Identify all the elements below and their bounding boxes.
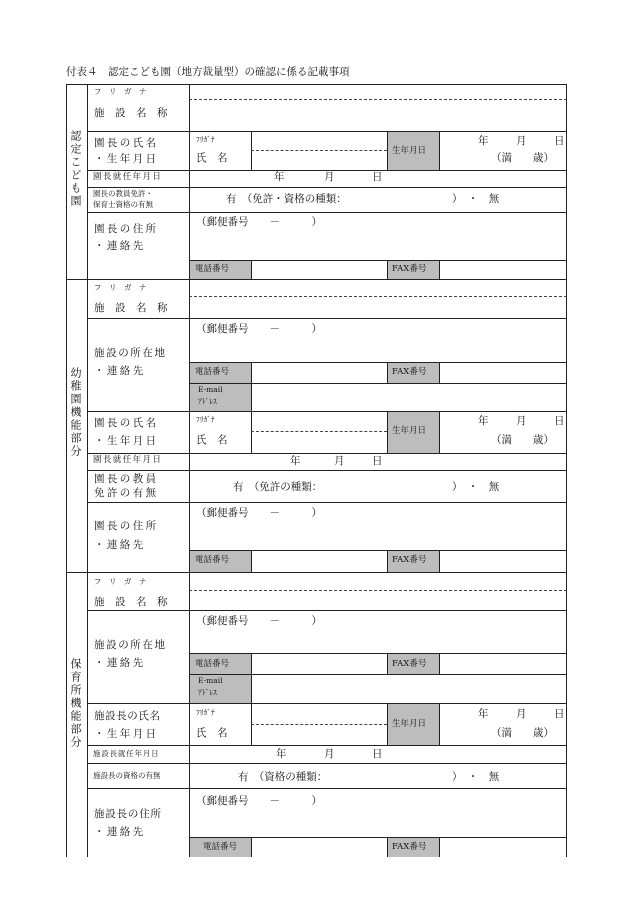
row-divider <box>87 703 567 704</box>
furigana-dashed-line <box>189 99 567 100</box>
none-option-label: ） ・ 無 <box>452 193 500 205</box>
row-divider <box>189 362 567 363</box>
column-divider <box>251 260 252 279</box>
registration-form-table <box>66 84 567 857</box>
row-divider <box>87 453 567 454</box>
postal-code-label: （郵便番号 － ） <box>196 615 322 627</box>
facility-head-appointment-label: 施設長就任年月日 <box>93 749 160 758</box>
facility-name-label: 施 設 名 称 <box>94 596 168 608</box>
furigana-dashed-line <box>189 590 567 591</box>
year-label: 年 <box>276 748 287 760</box>
row-divider <box>189 260 567 261</box>
postal-code-label: （郵便番号 － ） <box>196 795 322 807</box>
row-divider <box>87 212 567 213</box>
row-divider <box>189 653 567 654</box>
age-label: （満 歳） <box>491 727 554 739</box>
qualification-type-label: 有 （資格の種類： <box>238 771 328 783</box>
column-divider <box>251 837 252 857</box>
contact-label: ・連絡先 <box>94 365 146 377</box>
facility-location-label: 施設の所在地 <box>94 639 167 651</box>
birthdate-row-label: ・生年月日 <box>94 153 159 165</box>
director-name-label: 園長の氏名 <box>94 137 159 149</box>
row-divider <box>87 788 567 789</box>
column-divider <box>387 362 388 383</box>
fax-label: FAX番号 <box>392 555 427 565</box>
name-label: 氏 名 <box>196 152 228 164</box>
phone-label: 電話番号 <box>195 264 230 274</box>
month-label: 月 <box>516 415 527 427</box>
column-divider <box>439 550 440 572</box>
month-label: 月 <box>324 171 335 183</box>
column-divider <box>439 131 440 170</box>
day-label: 日 <box>372 455 383 467</box>
furigana-dashed-line <box>251 150 387 151</box>
furigana-dashed-line <box>189 296 567 297</box>
teacher-license-label-1: 園長の教員 <box>94 473 159 485</box>
row-divider <box>87 131 567 132</box>
facility-location-label: 施設の所在地 <box>94 347 167 359</box>
age-label: （満 歳） <box>491 152 554 164</box>
column-divider <box>387 703 388 745</box>
facility-name-label: 施 設 名 称 <box>94 302 168 314</box>
year-label: 年 <box>478 135 489 147</box>
column-divider <box>439 411 440 453</box>
phone-label: 電話番号 <box>195 367 230 377</box>
column-divider <box>387 260 388 279</box>
name-label: 氏 名 <box>196 727 228 739</box>
postal-code-label: （郵便番号 － ） <box>196 216 322 228</box>
birthdate-label: 生年月日 <box>392 426 427 436</box>
director-address-label: 園長の住所 <box>94 223 159 235</box>
column-divider <box>387 653 388 674</box>
furigana-label: フ リ ガ ナ <box>94 577 147 586</box>
column-divider <box>439 260 440 279</box>
row-divider <box>87 745 567 746</box>
column-divider <box>387 550 388 572</box>
facility-head-address-label: 施設長の住所 <box>94 808 162 820</box>
row-divider <box>87 318 567 319</box>
column-divider <box>439 362 440 383</box>
year-label: 年 <box>274 171 285 183</box>
fax-label: FAX番号 <box>392 367 427 377</box>
row-divider <box>87 411 567 412</box>
column-divider <box>439 837 440 857</box>
furigana-small-label: ﾌﾘｶﾞﾅ <box>196 415 215 424</box>
day-label: 日 <box>554 415 565 427</box>
year-label: 年 <box>290 455 301 467</box>
name-label: 氏 名 <box>196 434 228 446</box>
email-label-1: E-mail <box>198 385 223 394</box>
month-label: 月 <box>516 708 527 720</box>
email-label-2: ｱﾄﾞﾚｽ <box>198 397 217 406</box>
row-divider <box>87 502 567 503</box>
birthdate-row-label: ・生年月日 <box>94 728 159 740</box>
furigana-small-label: ﾌﾘｶﾞﾅ <box>196 135 215 144</box>
row-divider <box>87 610 567 611</box>
director-name-label: 園長の氏名 <box>94 417 159 429</box>
teacher-license-label-1: 園長の教員免許・ <box>93 189 153 198</box>
teacher-license-label-2: 保育士資格の有無 <box>93 200 153 209</box>
day-label: 日 <box>554 708 565 720</box>
age-label: （満 歳） <box>491 434 554 446</box>
table-border <box>66 84 67 857</box>
row-divider <box>87 187 567 188</box>
fax-label: FAX番号 <box>392 659 427 669</box>
row-divider <box>87 470 567 471</box>
row-divider <box>189 837 567 838</box>
column-divider <box>387 837 388 857</box>
fax-label: FAX番号 <box>392 842 427 852</box>
row-divider <box>189 550 567 551</box>
column-divider <box>251 550 252 572</box>
year-label: 年 <box>478 415 489 427</box>
contact-label: ・連絡先 <box>94 657 146 669</box>
section-label-nintei: 認定こども園 <box>69 130 82 208</box>
birthdate-row-label: ・生年月日 <box>94 435 159 447</box>
row-divider <box>189 674 567 675</box>
email-label-1: E-mail <box>198 676 223 685</box>
furigana-dashed-line <box>251 431 387 432</box>
contact-label: ・連絡先 <box>94 539 146 551</box>
teacher-license-label-2: 免許の有無 <box>94 487 159 499</box>
column-divider <box>387 131 388 170</box>
birthdate-label: 生年月日 <box>392 146 427 156</box>
row-divider <box>87 763 567 764</box>
fax-label: FAX番号 <box>392 264 427 274</box>
column-divider <box>439 703 440 745</box>
section-label-youchien: 幼稚園機能部分 <box>69 367 82 458</box>
month-label: 月 <box>516 135 527 147</box>
birthdate-label: 生年月日 <box>392 719 427 729</box>
none-option-label: ） ・ 無 <box>452 771 500 783</box>
row-divider <box>189 383 567 384</box>
license-type-label: 有 （免許の種類： <box>233 481 323 493</box>
table-border <box>66 84 567 85</box>
license-type-label: 有 （免許・資格の種類： <box>226 193 347 205</box>
column-divider <box>251 362 252 411</box>
facility-name-label: 施 設 名 称 <box>94 107 168 119</box>
facility-head-name-label: 施設長の氏名 <box>94 710 161 722</box>
furigana-dashed-line <box>251 724 387 725</box>
phone-label: 電話番号 <box>203 842 238 852</box>
day-label: 日 <box>372 748 383 760</box>
page-title: 付表４ 認定こども園（地方裁量型）の確認に係る記載事項 <box>66 66 350 78</box>
column-divider <box>439 653 440 674</box>
contact-label: ・連絡先 <box>94 826 146 838</box>
day-label: 日 <box>372 171 383 183</box>
contact-label: ・連絡先 <box>94 240 146 252</box>
phone-label: 電話番号 <box>195 555 230 565</box>
column-divider <box>251 411 252 453</box>
month-label: 月 <box>324 748 335 760</box>
month-label: 月 <box>334 455 345 467</box>
furigana-label: フ リ ガ ナ <box>94 283 147 292</box>
postal-code-label: （郵便番号 － ） <box>196 323 322 335</box>
section-label-hoikusho: 保育所機能部分 <box>69 658 82 749</box>
email-label-2: ｱﾄﾞﾚｽ <box>198 688 217 697</box>
none-option-label: ） ・ 無 <box>452 481 500 493</box>
column-divider <box>387 411 388 453</box>
director-appointment-label: 園長就任年月日 <box>93 455 163 465</box>
director-address-label: 園長の住所 <box>94 520 159 532</box>
facility-head-qualification-label: 施設長の資格の有無 <box>93 771 161 780</box>
phone-label: 電話番号 <box>195 659 230 669</box>
section-divider <box>66 279 567 280</box>
postal-code-label: （郵便番号 － ） <box>196 507 322 519</box>
column-divider <box>251 653 252 703</box>
furigana-label: フ リ ガ ナ <box>94 87 147 96</box>
day-label: 日 <box>554 135 565 147</box>
section-divider <box>66 572 567 573</box>
director-appointment-label: 園長就任年月日 <box>93 172 163 182</box>
year-label: 年 <box>478 708 489 720</box>
furigana-small-label: ﾌﾘｶﾞﾅ <box>196 708 215 717</box>
